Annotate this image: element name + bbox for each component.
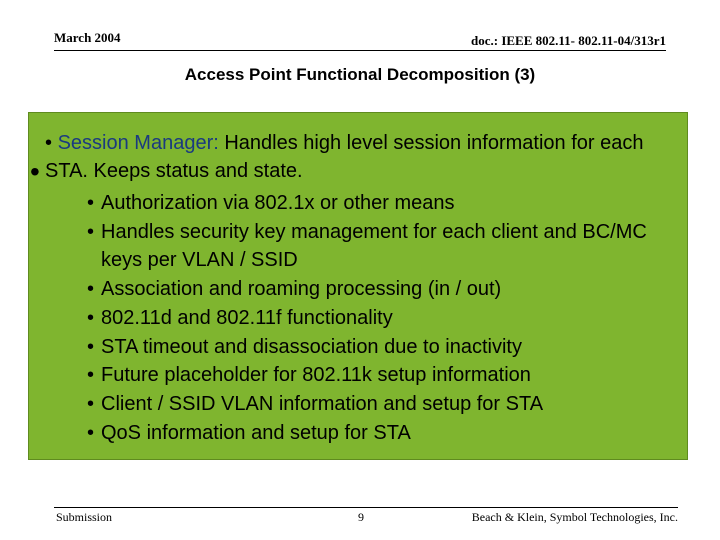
sub-bullet-item <box>87 419 677 448</box>
sub-bullet-marker: • <box>87 421 95 444</box>
header-date: March 2004 <box>54 30 121 45</box>
footer-authors: Beach & Klein, Symbol Technologies, Inc. <box>471 510 678 524</box>
sub-bullet-item <box>87 390 677 419</box>
sub-bullet-item <box>87 333 677 362</box>
sub-bullet-list <box>87 189 677 447</box>
sub-bullet-text: Future placeholder for 802.11k setup information <box>101 364 531 387</box>
footer-submission: Submission <box>56 510 113 524</box>
header-doc-id: doc.: IEEE 802.11- 802.11-04/313r1 <box>470 33 666 48</box>
sub-bullet-marker: • <box>87 306 95 329</box>
sub-bullet-marker: • <box>87 392 95 415</box>
main-bullet-text: Handles high level session information for each STA. Keeps status and state. <box>45 132 644 182</box>
sub-bullet-item <box>87 218 677 275</box>
sub-bullet-marker: • <box>87 192 95 214</box>
footer-page-number: 9 <box>358 510 364 524</box>
sub-bullet-item <box>87 275 677 304</box>
content-box <box>28 112 688 460</box>
sub-bullet-text: QoS information and setup for STA <box>101 421 411 444</box>
main-bullet-label: Session Manager: <box>57 132 219 154</box>
sub-bullet-text: 802.11d and 802.11f functionality <box>101 306 393 329</box>
sub-bullet-text: Association and roaming processing (in / out) <box>101 278 502 301</box>
main-bullet <box>45 129 665 185</box>
sub-bullet-marker: • <box>87 335 95 358</box>
main-bullet-marker: • <box>45 132 53 154</box>
header-divider <box>54 50 666 51</box>
sub-bullet-item <box>87 304 677 333</box>
sub-bullet-text: Client / SSID VLAN information and setup for STA <box>101 392 544 415</box>
slide-title: Access Point Functional Decomposition (3) <box>184 65 536 84</box>
sub-bullet-marker: • <box>87 278 95 301</box>
sub-bullet-text: Authorization via 802.1x or other means <box>101 192 455 214</box>
sub-bullet-text: STA timeout and disassociation due to inactivity <box>101 335 522 358</box>
stray-bullet-marker: • <box>30 156 40 187</box>
sub-bullet-marker: • <box>87 220 95 243</box>
sub-bullet-marker: • <box>87 364 95 387</box>
footer-divider <box>54 507 678 508</box>
sub-bullet-text: Handles security key management for each client and BC/MC keys per VLAN / SSID <box>101 220 647 272</box>
sub-bullet-item <box>87 361 677 390</box>
sub-bullet-item <box>87 189 677 218</box>
